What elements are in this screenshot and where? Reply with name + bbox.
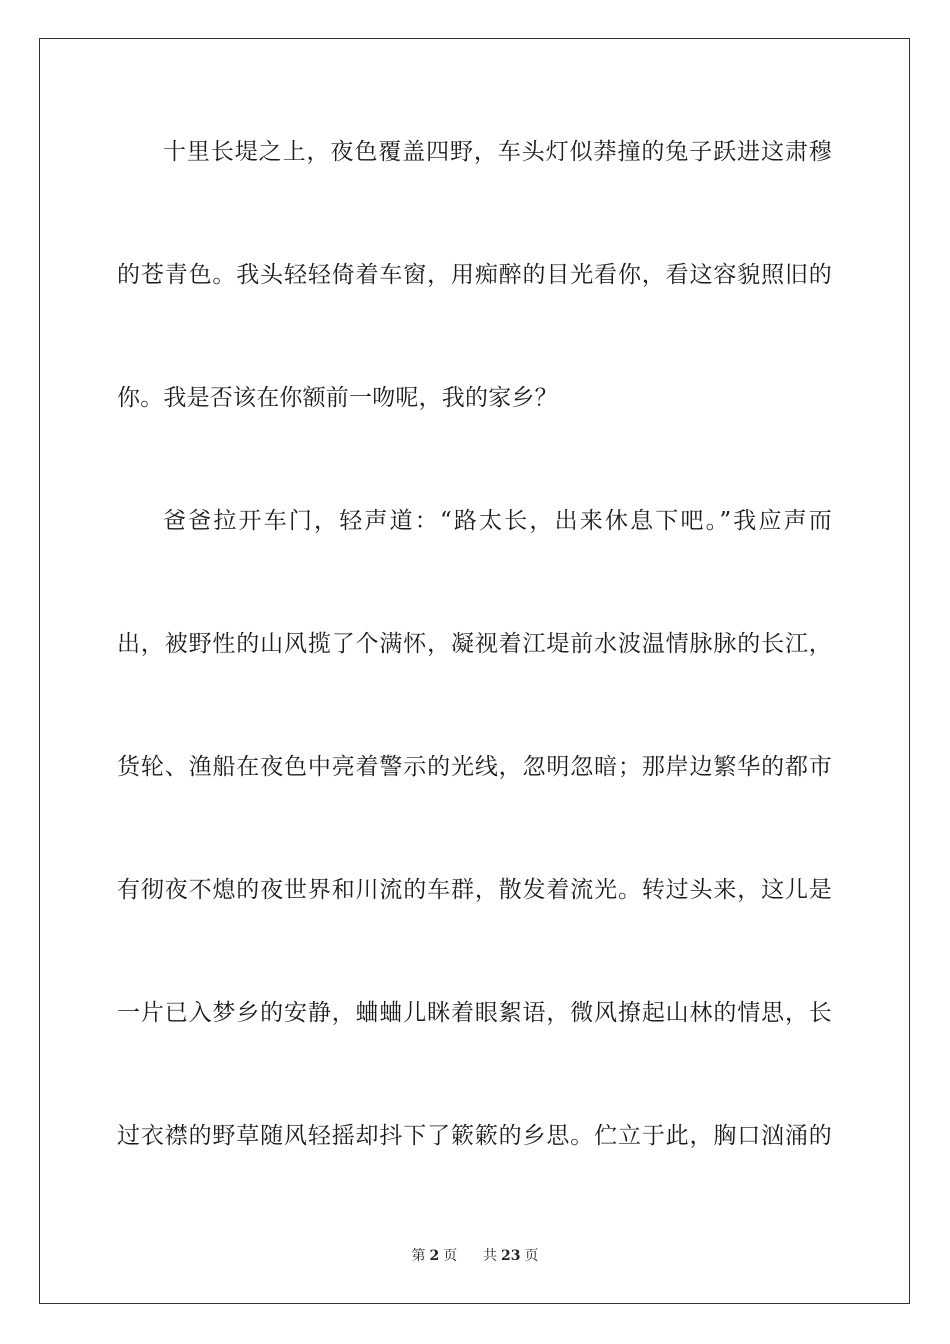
text-line: 你。我是否该在你额前一吻呢，我的家乡？ xyxy=(117,385,558,411)
text-line: 出，被野性的山风揽了个满怀，凝视着江堤前水波温情脉脉的长江， xyxy=(117,631,832,657)
text-line: 货轮、渔船在夜色中亮着警示的光线，忽明忽暗；那岸边繁华的都市 xyxy=(117,754,832,780)
page-footer xyxy=(0,1247,950,1265)
page-suffix: 页 xyxy=(443,1248,458,1264)
text-line: 十里长堤之上，夜色覆盖四野，车头灯似莽撞的兔子跃进这肃穆 xyxy=(163,139,832,165)
text-line: 爸爸拉开车门，轻声道：“路太长，出来休息下吧。”我应声而 xyxy=(163,508,832,534)
total-indicator xyxy=(481,1248,540,1264)
text-line: 有彻夜不熄的夜世界和川流的车群，散发着流光。转过头来，这儿是 xyxy=(117,877,832,903)
text-line: 的苍青色。我头轻轻倚着车窗，用痴醉的目光看你，看这容貌照旧的 xyxy=(117,262,832,288)
page-border xyxy=(39,38,910,1304)
page-number: 2 xyxy=(429,1248,440,1264)
page-indicator xyxy=(409,1248,459,1264)
total-prefix: 共 xyxy=(483,1248,498,1264)
page-prefix: 第 xyxy=(411,1248,426,1264)
total-suffix: 页 xyxy=(524,1248,539,1264)
text-line: 一片已入梦乡的安静，蛐蛐儿眯着眼絮语，微风撩起山林的情思，长 xyxy=(117,1000,832,1026)
total-pages: 23 xyxy=(501,1248,521,1264)
text-line: 过衣襟的野草随风轻摇却抖下了簌簌的乡思。伫立于此，胸口汹涌的 xyxy=(117,1123,832,1149)
